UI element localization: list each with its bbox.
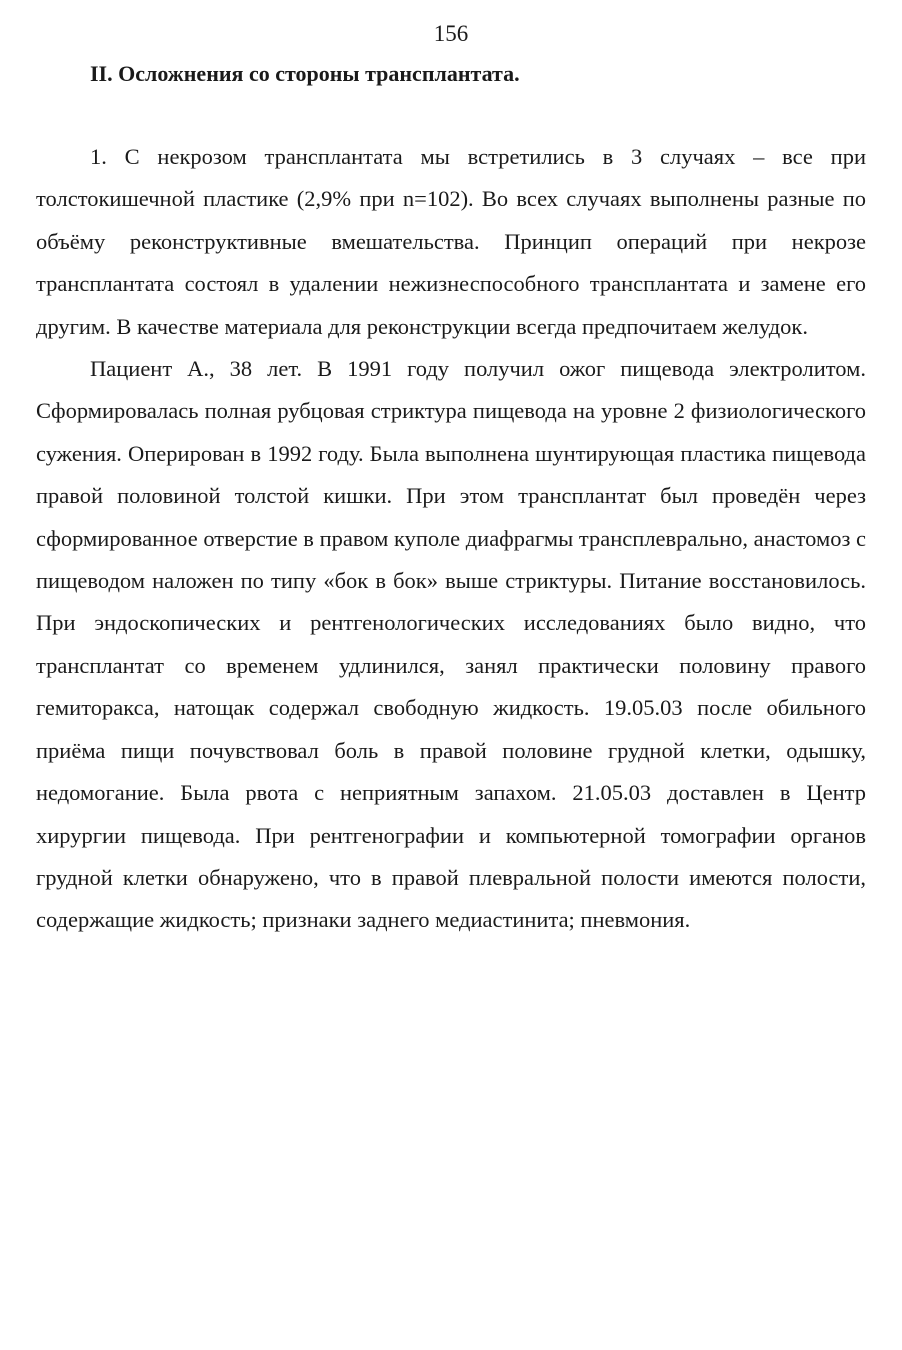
body-text [36,136,866,942]
paragraph-necrosis-intro: 1. С некрозом трансплантата мы встретились в 3 случаях – все при толстокишечной пластике (2,9% при n=102). Во всех случаях выполнены разные по объёму реконструктивные вмешательства. Принцип операций при некрозе трансплантата состоял в удалении нежизнеспособного трансплантата и замене его другим. В качестве материала для реконструкции всегда предпочитаем желудок. [36,144,866,339]
page-number: 156 [433,21,469,46]
section-heading: II. Осложнения со стороны трансплантата. [90,61,520,86]
paragraph-case-report: Пациент А., 38 лет. В 1991 году получил ожог пищевода электролитом. Сформировалась полная рубцовая стриктура пищевода на уровне 2 физиологического сужения. Оперирован в 1992 году. Была выполнена шунтирующая пластика пищевода правой половиной толстой кишки. При этом трансплантат был проведён через сформированное отверстие в правом куполе диафрагмы трансплеврально, анастомоз с пищеводом наложен по типу «бок в бок» выше стриктуры. Питание восстановилось. При эндоскопических и рентгенологических исследованиях было видно, что трансплантат со временем удлинился, занял практически половину правого гемиторакса, натощак содержал свободную жидкость. 19.05.03 после обильного приёма пищи почувствовал боль в правой половине грудной клетки, одышку, недомогание. Была рвота с неприятным запахом. 21.05.03 доставлен в Центр хирургии пищевода. При рентгенографии и компьютерной томографии органов грудной клетки обнаружено, что в правой плевральной полости имеются полости, содержащие жидкость; признаки заднего медиастинита; пневмония. [36,356,866,933]
